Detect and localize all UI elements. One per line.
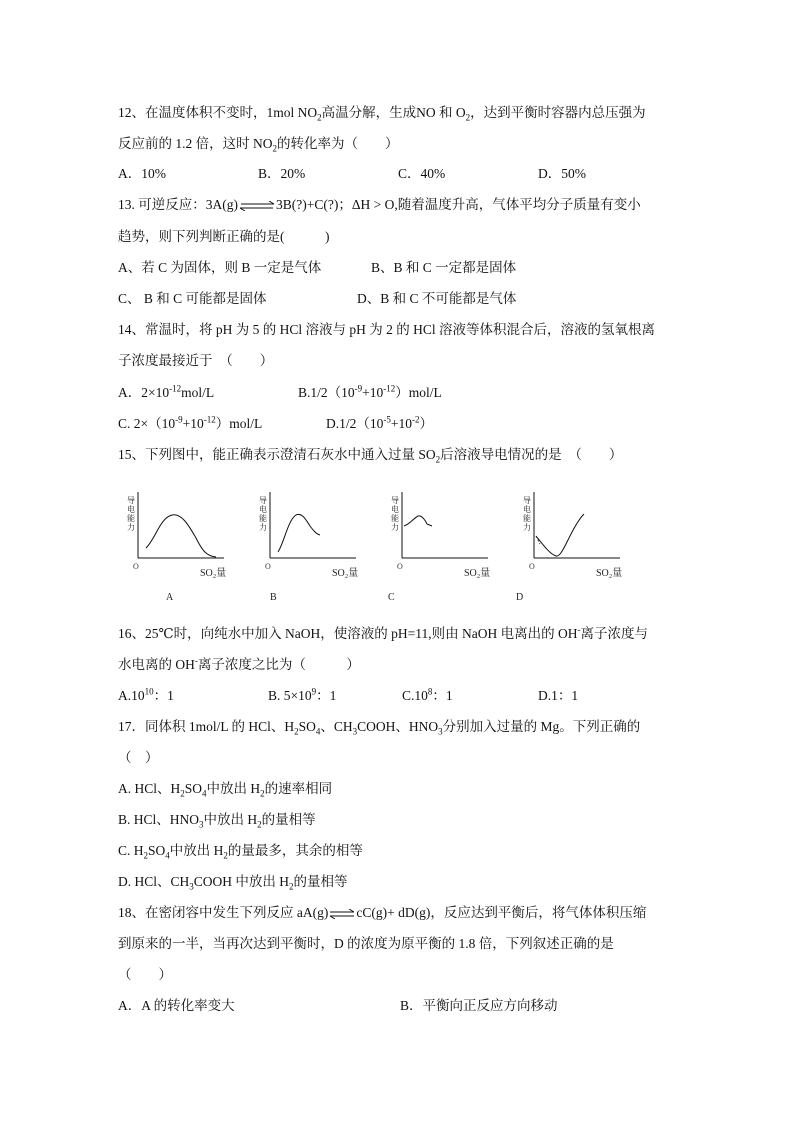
graph-c <box>388 488 528 608</box>
graph-label: C <box>388 592 395 603</box>
q14-option-c: C. $2\times(10^{-9}+10^{-12})mol/L$ <box>118 414 263 431</box>
q18-line1: 18、在密闭容中发生下列反应 aA(g) cC(g)+ dD(g)，反应达到平衡后，将气体体积压缩 <box>118 905 647 920</box>
q13-option-c: C、 B 和 C 可能都是固体 <box>118 291 267 306</box>
origin-label: O <box>133 562 139 571</box>
q17-line1: 17．同体积 1mol/L 的 HCl、$H_2SO_4$、$CH_3COOH$、$HNO_3$分别加入过量的 Mg。下列正确的 <box>118 719 641 737</box>
x-axis-label: SO₂量 <box>596 568 623 579</box>
q13-option-b: B、B 和 C 一定都是固体 <box>371 260 517 275</box>
q13-option-a: A、若 C 为固体，则 B 一定是气体 <box>118 260 322 275</box>
q12-option-b: B．20% <box>258 166 306 181</box>
q18-option-b: B．平衡向正反应方向移动 <box>400 998 558 1013</box>
q13-line2: 趋势，则下列判断正确的是( ) <box>118 229 330 244</box>
q17-option-d: D. HCl、$CH_3COOH$ 中放出 $H_2$的量相等 <box>118 874 348 892</box>
q16-line2: 水电离的 OH-离子浓度之比为（ ） <box>118 655 360 672</box>
y-axis-label: 导 电 能 力 <box>127 496 135 532</box>
q18-line2: 到原来的一半，当再次达到平衡时，D 的浓度为原平衡的 1.8 倍，下列叙述正确的是 <box>118 936 614 951</box>
q12-option-a: A．10% <box>118 166 166 181</box>
q14-option-b: $B.1/2(10^{-9}+10^{-12})mol/L$ <box>298 383 442 400</box>
q17-option-b: B. HCl、$HNO_3$中放出 $H_2$的量相等 <box>118 812 316 830</box>
equilibrium-arrow-icon <box>238 201 276 211</box>
q16-option-d: D.1：1 <box>538 688 579 703</box>
graph-b <box>256 488 396 608</box>
graph-a <box>124 488 264 608</box>
q18-option-a: A．A 的转化率变大 <box>118 998 235 1013</box>
q15-line1: 15、下列图中，能正确表示澄清石灰水中通入过量 $SO_2$后溶液导电情况的是 （ ） <box>118 447 623 465</box>
q12-option-d: D．50% <box>538 166 586 181</box>
origin-label: O <box>529 562 535 571</box>
q12-line2: 反应前的 1.2 倍，这时 $NO_2$的转化率为（ ） <box>118 136 399 154</box>
q18-line3: （ ） <box>118 967 172 982</box>
origin-label: O <box>265 562 271 571</box>
graph-d <box>516 488 660 608</box>
y-axis-label: 导 电 能 力 <box>259 496 267 532</box>
q13-option-d: D、B 和 C 不可能都是气体 <box>357 291 517 306</box>
q13-line1: 13. 可逆反应：3A(g) 3B(?)+C(?)；ΔH > O,随着温度升高，气体平均分子质量有变小 <box>118 197 641 212</box>
q16-line1: 16、25℃时，向纯水中加入 NaOH，使溶液的 pH=11,则由 NaOH 电离出的 OH-离子浓度与 <box>118 624 648 641</box>
x-axis-label: SO₂量 <box>200 568 227 579</box>
q12-line1: 12、在温度体积不变时，1mol $NO_2$高温分解，生成NO 和 $O_2$，达到平衡时容器内总压强为 <box>118 105 646 123</box>
q16-option-a: $A.10^{10}$：1 <box>118 686 174 703</box>
q14-line1: 14、常温时，将 pH 为 5 的 HCl 溶液与 pH 为 2 的 HCl 溶液等体积混合后，溶液的氢氧根离 <box>118 322 656 337</box>
graph-label: D <box>516 592 524 603</box>
graph-label: B <box>270 592 277 603</box>
q14-line2: 子浓度最接近于 （ ） <box>118 353 274 368</box>
graph-label: A <box>166 592 174 603</box>
q14-option-d: $D.1/2(10^{-5}+10^{-2})$ <box>326 414 433 431</box>
x-axis-label: SO₂量 <box>332 568 359 579</box>
q17-option-a: A. HCl、$H_2SO_4$中放出 $H_2$的速率相同 <box>118 781 333 799</box>
origin-label: O <box>397 562 403 571</box>
q16-option-c: $C.10^8$：1 <box>402 686 453 703</box>
q16-option-b: B. $5\times 10^9$：1 <box>268 686 337 703</box>
q12-option-c: C．40% <box>398 166 446 181</box>
q17-option-c: C. $H_2SO_4$中放出 $H_2$的量最多，其余的相等 <box>118 843 363 861</box>
y-axis-label: 导 电 能 力 <box>523 496 531 532</box>
q14-option-a: A．$2\times 10^{-12}mol/L$ <box>118 383 215 400</box>
x-axis-label: SO₂量 <box>464 568 491 579</box>
q17-line2: （ ） <box>118 750 159 765</box>
equilibrium-arrow-icon <box>328 909 356 919</box>
y-axis-label: 导 电 能 力 <box>391 496 399 532</box>
